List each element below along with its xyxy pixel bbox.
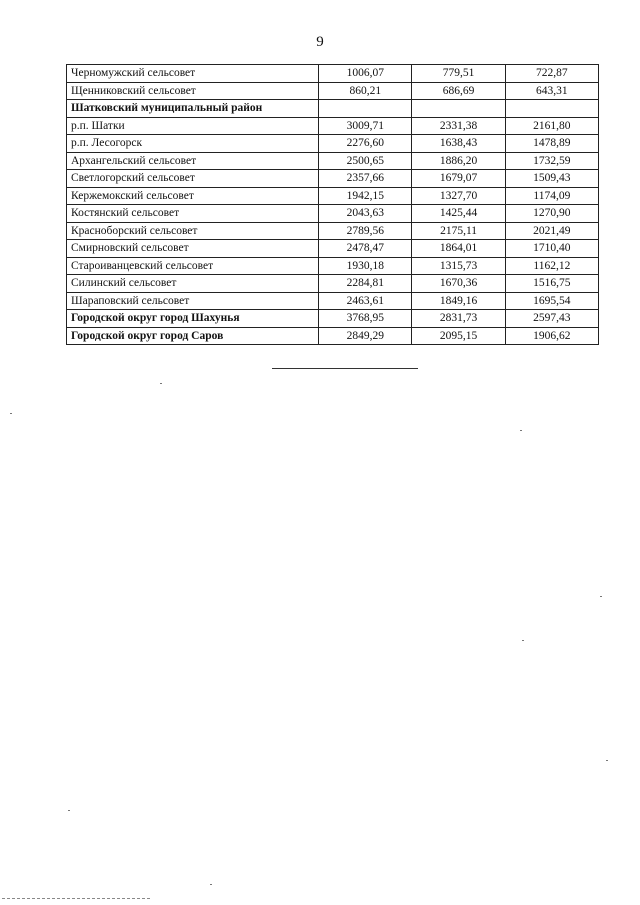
row-name-cell: Смирновский сельсовет: [67, 240, 319, 258]
row-name-cell: Черномужский сельсовет: [67, 65, 319, 83]
table-row: [67, 65, 599, 83]
value-cell-2: 1327,70: [412, 187, 505, 205]
value-cell-1: 2463,61: [319, 292, 412, 310]
table-row: [67, 327, 599, 345]
row-name-cell: р.п. Лесогорск: [67, 135, 319, 153]
value-cell-3: 1695,54: [505, 292, 598, 310]
value-cell-2: 1425,44: [412, 205, 505, 223]
value-cell-3: 1174,09: [505, 187, 598, 205]
value-cell-2: 686,69: [412, 82, 505, 100]
value-cell-1: 3009,71: [319, 117, 412, 135]
table-row: [67, 82, 599, 100]
value-cell-1: 1942,15: [319, 187, 412, 205]
value-cell-3: 1509,43: [505, 170, 598, 188]
row-name-cell: Шатковский муниципальный район: [67, 100, 319, 118]
row-name-cell: Городской округ город Саров: [67, 327, 319, 345]
row-name-cell: Щенниковский сельсовет: [67, 82, 319, 100]
scan-edge-line: [2, 898, 150, 899]
separator-line: [272, 368, 418, 369]
value-cell-1: 2284,81: [319, 275, 412, 293]
row-name-cell: р.п. Шатки: [67, 117, 319, 135]
scan-speck: [68, 810, 70, 811]
row-name-cell: Городской округ город Шахунья: [67, 310, 319, 328]
scan-speck: [522, 640, 524, 641]
value-cell-1: 1930,18: [319, 257, 412, 275]
table-body: [67, 65, 599, 345]
value-cell-2: 1886,20: [412, 152, 505, 170]
table-row: [67, 222, 599, 240]
scan-speck: [10, 413, 12, 414]
row-name-cell: Силинский сельсовет: [67, 275, 319, 293]
data-table: [66, 64, 599, 345]
value-cell-2: 779,51: [412, 65, 505, 83]
value-cell-1: 3768,95: [319, 310, 412, 328]
table-row: [67, 135, 599, 153]
value-cell-3: 1478,89: [505, 135, 598, 153]
value-cell-1: 2500,65: [319, 152, 412, 170]
table-row: [67, 240, 599, 258]
value-cell-1: 2478,47: [319, 240, 412, 258]
table-row: [67, 275, 599, 293]
value-cell-1: [319, 100, 412, 118]
row-name-cell: Костянский сельсовет: [67, 205, 319, 223]
scan-speck: [606, 760, 608, 761]
table-row: [67, 152, 599, 170]
row-name-cell: Светлогорский сельсовет: [67, 170, 319, 188]
value-cell-3: 722,87: [505, 65, 598, 83]
value-cell-3: 2021,49: [505, 222, 598, 240]
value-cell-2: 1638,43: [412, 135, 505, 153]
row-name-cell: Староиванцевский сельсовет: [67, 257, 319, 275]
value-cell-3: 1516,75: [505, 275, 598, 293]
value-cell-3: 643,31: [505, 82, 598, 100]
value-cell-1: 2849,29: [319, 327, 412, 345]
row-name-cell: Архангельский сельсовет: [67, 152, 319, 170]
value-cell-2: 2175,11: [412, 222, 505, 240]
value-cell-2: [412, 100, 505, 118]
value-cell-3: 1162,12: [505, 257, 598, 275]
table-row: [67, 257, 599, 275]
value-cell-1: 1006,07: [319, 65, 412, 83]
value-cell-2: 2831,73: [412, 310, 505, 328]
scan-speck: [520, 430, 522, 431]
value-cell-2: 2095,15: [412, 327, 505, 345]
value-cell-2: 1864,01: [412, 240, 505, 258]
table-row: [67, 117, 599, 135]
value-cell-1: 2789,56: [319, 222, 412, 240]
value-cell-3: 1270,90: [505, 205, 598, 223]
value-cell-1: 2357,66: [319, 170, 412, 188]
value-cell-1: 2276,60: [319, 135, 412, 153]
scan-speck: [210, 884, 212, 885]
value-cell-2: 2331,38: [412, 117, 505, 135]
value-cell-2: 1670,36: [412, 275, 505, 293]
value-cell-2: 1849,16: [412, 292, 505, 310]
row-name-cell: Красноборский сельсовет: [67, 222, 319, 240]
table-row: [67, 205, 599, 223]
table-row: [67, 170, 599, 188]
value-cell-3: 2597,43: [505, 310, 598, 328]
row-name-cell: Кержемокский сельсовет: [67, 187, 319, 205]
value-cell-3: 2161,80: [505, 117, 598, 135]
row-name-cell: Шараповский сельсовет: [67, 292, 319, 310]
value-cell-3: 1710,40: [505, 240, 598, 258]
value-cell-3: [505, 100, 598, 118]
value-cell-1: 2043,63: [319, 205, 412, 223]
value-cell-3: 1732,59: [505, 152, 598, 170]
value-cell-1: 860,21: [319, 82, 412, 100]
value-cell-2: 1679,07: [412, 170, 505, 188]
value-cell-2: 1315,73: [412, 257, 505, 275]
table-row: [67, 310, 599, 328]
scan-speck: [600, 596, 602, 597]
table-row: [67, 292, 599, 310]
value-cell-3: 1906,62: [505, 327, 598, 345]
page-number: 9: [316, 34, 324, 50]
table-row: [67, 100, 599, 118]
scan-speck: [160, 383, 162, 384]
table-row: [67, 187, 599, 205]
